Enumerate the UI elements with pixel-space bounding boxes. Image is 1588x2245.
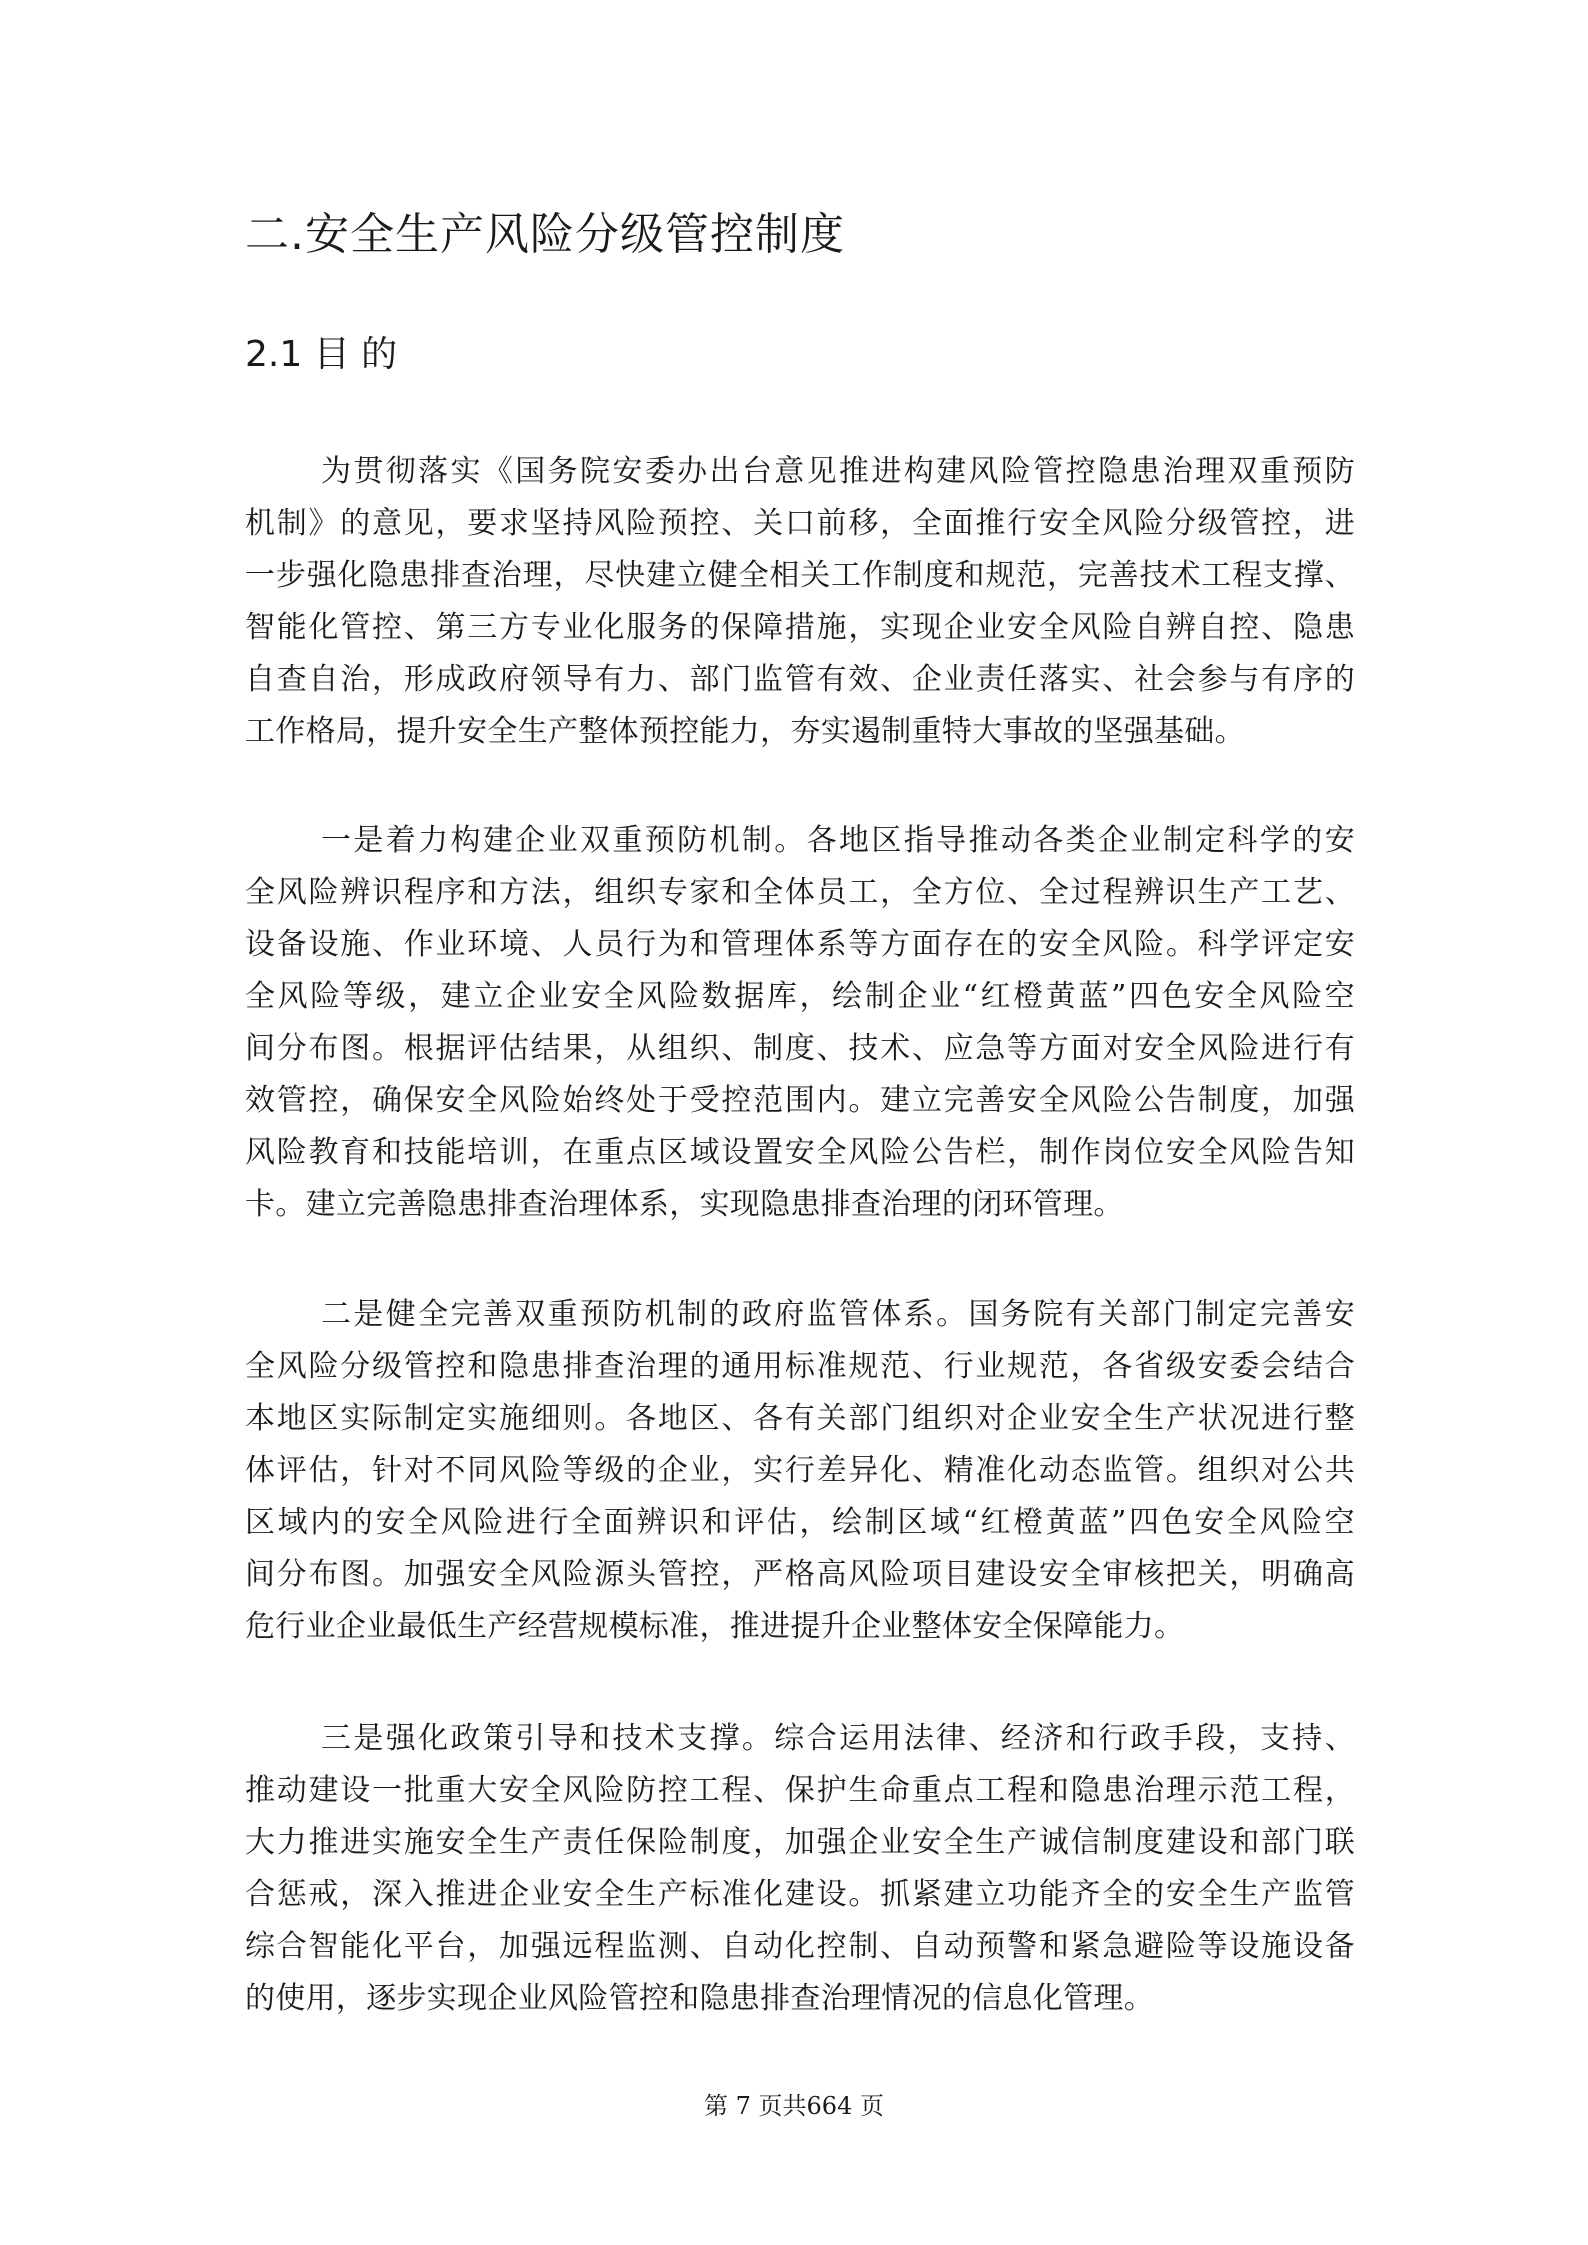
paragraph-line: 为贯彻落实《国务院安委办出台意见推进构建风险管控隐患治理双重预防: [321, 454, 1355, 489]
page-number-footer: 第 7 页共664 页: [704, 2092, 884, 2120]
paragraph-line: 综合智能化平台，加强远程监测、自动化控制、自动预警和紧急避险等设施设备: [245, 1929, 1355, 1964]
paragraph-line: 全风险辨识程序和方法，组织专家和全体员工，全方位、全过程辨识生产工艺、: [245, 875, 1355, 910]
paragraph-line: 大力推进实施安全生产责任保险制度，加强企业安全生产诚信制度建设和部门联: [245, 1825, 1355, 1860]
paragraph-line: 风险教育和技能培训，在重点区域设置安全风险公告栏，制作岗位安全风险告知: [245, 1135, 1355, 1170]
paragraph-line: 效管控，确保安全风险始终处于受控范围内。建立完善安全风险公告制度，加强: [245, 1083, 1355, 1118]
paragraph-line: 间分布图。加强安全风险源头管控，严格高风险项目建设安全审核把关，明确高: [245, 1557, 1355, 1592]
paragraph-line: 危行业企业最低生产经营规模标准，推进提升企业整体安全保障能力。: [245, 1609, 1185, 1644]
paragraph-line: 设备设施、作业环境、人员行为和管理体系等方面存在的安全风险。科学评定安: [245, 927, 1355, 962]
paragraph-line: 间分布图。根据评估结果，从组织、制度、技术、应急等方面对安全风险进行有: [245, 1031, 1355, 1066]
paragraph-line: 区域内的安全风险进行全面辨识和评估，绘制区域“红橙黄蓝”四色安全风险空: [245, 1505, 1355, 1540]
paragraph-line: 推动建设一批重大安全风险防控工程、保护生命重点工程和隐患治理示范工程，: [245, 1773, 1355, 1808]
paragraph-line: 三是强化政策引导和技术支撑。综合运用法律、经济和行政手段，支持、: [321, 1721, 1355, 1756]
section-heading: 二.安全生产风险分级管控制度: [245, 209, 845, 260]
paragraph-line: 体评估，针对不同风险等级的企业，实行差异化、精准化动态监管。组织对公共: [245, 1453, 1355, 1488]
paragraph-line: 的使用，逐步实现企业风险管控和隐患排查治理情况的信息化管理。: [245, 1981, 1154, 2016]
paragraph-line: 智能化管控、第三方专业化服务的保障措施，实现企业安全风险自辨自控、隐患: [245, 610, 1355, 645]
paragraph-line: 合惩戒，深入推进企业安全生产标准化建设。抓紧建立功能齐全的安全生产监管: [245, 1877, 1355, 1912]
paragraph-purpose: [245, 446, 1355, 758]
paragraph-line: 自查自治，形成政府领导有力、部门监管有效、企业责任落实、社会参与有序的: [245, 662, 1355, 697]
paragraph-line: 一是着力构建企业双重预防机制。各地区指导推动各类企业制定科学的安: [321, 823, 1355, 858]
paragraph-line: 一步强化隐患排查治理，尽快建立健全相关工作制度和规范，完善技术工程支撑、: [245, 558, 1355, 593]
paragraph-line: 卡。建立完善隐患排查治理体系，实现隐患排查治理的闭环管理。: [245, 1187, 1124, 1222]
paragraph-point-one: [245, 815, 1355, 1231]
paragraph-line: 全风险分级管控和隐患排查治理的通用标准规范、行业规范，各省级安委会结合: [245, 1349, 1355, 1384]
paragraph-line: 机制》的意见，要求坚持风险预控、关口前移，全面推行安全风险分级管控，进: [245, 506, 1355, 541]
paragraph-line: 二是健全完善双重预防机制的政府监管体系。国务院有关部门制定完善安: [321, 1297, 1355, 1332]
paragraph-line: 本地区实际制定实施细则。各地区、各有关部门组织对企业安全生产状况进行整: [245, 1401, 1355, 1436]
paragraph-point-two: [245, 1289, 1355, 1653]
paragraph-line: 工作格局，提升安全生产整体预控能力，夯实遏制重特大事故的坚强基础。: [245, 714, 1245, 749]
paragraph-line: 全风险等级，建立企业安全风险数据库，绘制企业“红橙黄蓝”四色安全风险空: [245, 979, 1355, 1014]
paragraph-point-three: [245, 1713, 1355, 2025]
subsection-heading: 2.1 目 的: [245, 334, 398, 375]
